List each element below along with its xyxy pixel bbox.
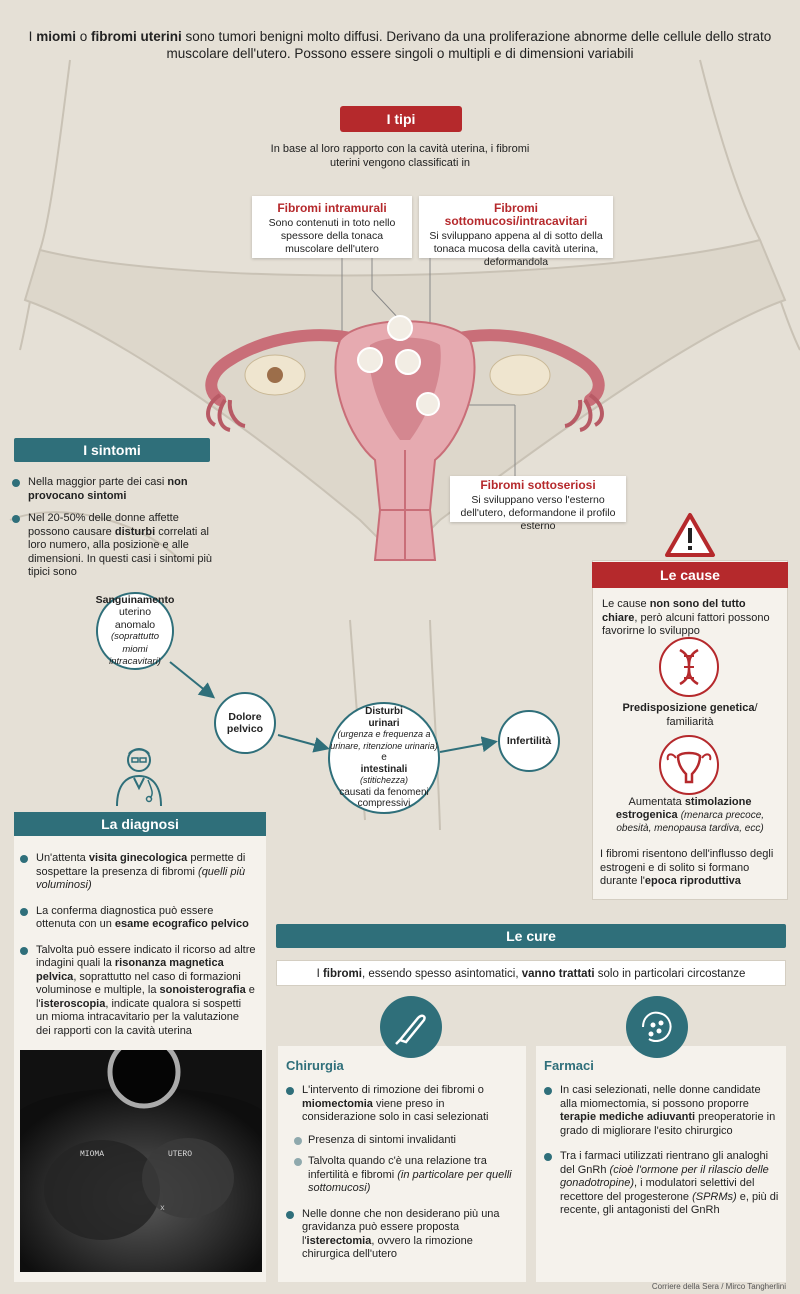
- farmaci-bullet-1: In casi selezionati, nelle donne candidate alla miomectomia, si possono proporre terapie mediche adiuvanti preoperatorie in grado di migliorare l'esito chirurgico: [544, 1084, 780, 1138]
- chirurgia-sub-1: Presenza di sintomi invalidanti: [294, 1134, 520, 1148]
- ultrasound-image: [20, 1050, 262, 1272]
- chirurgia-bullets: [286, 1084, 520, 1271]
- tipi-banner: I tipi: [340, 106, 462, 132]
- farmaci-title: Farmaci: [544, 1058, 594, 1073]
- cause-conclusione: I fibromi risentono dell'influsso degli estrogeni e di solito si formano durante l'epoca riproduttiva: [600, 848, 774, 887]
- diagnosi-bullet-3: Talvolta può essere indicato il ricorso ad altre indagini quali la risonanza magnetica pelvica, soprattutto nel caso di formazioni voluminose e multiple, la sonoisterografia e l'isteroscopia, indicate qualora si sospetti un mioma intracavitario per la valutazione dei rapporti con la cavità uterina: [20, 944, 256, 1039]
- svg-text:x: x: [160, 1204, 165, 1213]
- warning-icon: [664, 512, 716, 558]
- ultrasound-label-mioma: MIOMA: [80, 1150, 105, 1159]
- tipi-subtitle: In base al loro rapporto con la cavità uterina, i fibromi uterini vengono classificati in: [270, 143, 530, 169]
- diagnosi-bullet-2: La conferma diagnostica può essere ottenuta con un esame ecografico pelvico: [20, 905, 256, 932]
- diagnosi-banner: La diagnosi: [14, 812, 266, 836]
- cause-genetica: Predisposizione genetica/ familiarità: [622, 702, 758, 728]
- farmaci-bullets: [544, 1084, 780, 1227]
- uterus-icon: [658, 734, 720, 796]
- sintomi-banner: I sintomi: [14, 438, 210, 462]
- chirurgia-sub-2: Talvolta quando c'è una relazione tra infertilità e fibromi (in particolare per quelli sottomucosi): [294, 1155, 520, 1196]
- symptom-arrows: [0, 600, 600, 800]
- chirurgia-bullet-2: Nelle donne che non desiderano più una gravidanza può essere proposta l'isterectomia, ovvero la rimozione chirurgica dell'utero: [286, 1208, 520, 1262]
- chirurgia-bullet-1: L'intervento di rimozione dei fibromi o miomectomia viene preso in considerazione solo in casi selezionati: [286, 1084, 520, 1125]
- card-sottomucosi: Fibromi sottomucosi/intracavitari Si sviluppano appena al di sotto della tonaca mucosa della cavità uterina, deformandola: [419, 196, 613, 258]
- sintomi-bullet-2: Nel 20-50% delle donne affette possono causare disturbi correlati al loro numero, alla posizione e alle dimensioni. In questi casi i sintomi più tipici sono: [12, 512, 222, 580]
- card-intramurali: Fibromi intramurali Sono contenuti in toto nello spessore della tonaca muscolare dell'utero: [252, 196, 412, 258]
- farmaci-bullet-2: Tra i farmaci utilizzati rientrano gli analoghi del GnRh (cioè l'ormone per il rilascio delle gonadotropine), i modulatori selettivi del recettore del progesterone (SPRMs) e, più di recente, gli antagonisti del GnRh: [544, 1150, 780, 1218]
- cure-banner: Le cure: [276, 924, 786, 948]
- cause-banner: Le cause: [592, 562, 788, 588]
- cause-intro: Le cause non sono del tutto chiare, però alcuni fattori possono favorirne lo sviluppo: [602, 598, 770, 637]
- credit: Corriere della Sera / Mirco Tangherlini: [651, 1282, 786, 1291]
- sintomi-bullets: [12, 476, 222, 589]
- dna-icon: [658, 636, 720, 698]
- symptom-infertilita: Infertilità: [498, 710, 560, 772]
- symptom-dolore: Dolore pelvico: [214, 692, 276, 754]
- symptom-sanguinamento: Sanguinamento uterino anomalo (soprattutto miomi intracavitari): [96, 592, 174, 670]
- sintomi-bullet-1: Nella maggior parte dei casi non provocano sintomi: [12, 476, 222, 503]
- scalpel-icon: [380, 996, 442, 1058]
- pills-icon: [626, 996, 688, 1058]
- intro-text: I miomi o fibromi uterini sono tumori benigni molto diffusi. Derivano da una proliferazione abnorme delle cellule dello strato muscolare dell'utero. Possono essere singoli o multipli e di dimensioni variabili: [28, 29, 772, 61]
- diagnosi-bullets: [20, 852, 256, 1047]
- symptom-disturbi: Disturbi urinari (urgenza e frequenza a urinare, ritenzione urinaria) e intestinali (stitichezza) causati da fenomeni compressivi: [328, 702, 440, 814]
- chirurgia-title: Chirurgia: [286, 1058, 344, 1073]
- doctor-icon: [112, 744, 166, 808]
- card-sottoseriosi: Fibromi sottoseriosi Si sviluppano verso l'esterno dell'utero, deformandone il profilo esterno: [450, 476, 626, 522]
- cure-intro: I fibromi, essendo spesso asintomatici, vanno trattati solo in particolari circostanze: [276, 960, 786, 986]
- ultrasound-label-utero: UTERO: [168, 1150, 193, 1159]
- cause-estrogeni: Aumentata stimolazione estrogenica (menarca precoce, obesità, menopausa tardiva, ecc): [615, 796, 765, 834]
- diagnosi-bullet-1: Un'attenta visita ginecologica permette di sospettare la presenza di fibromi (quelli più voluminosi): [20, 852, 256, 893]
